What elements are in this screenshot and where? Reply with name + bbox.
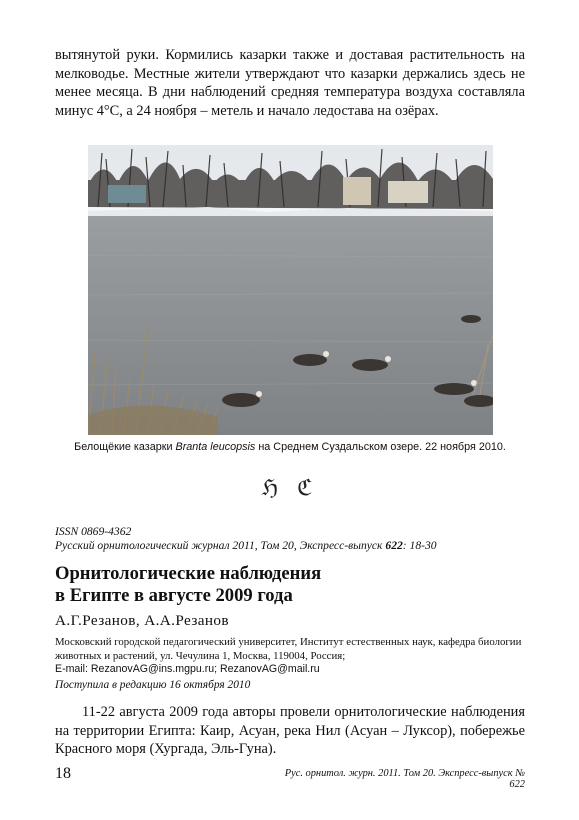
- article-authors: А.Г.Резанов, А.А.Резанов: [55, 612, 229, 629]
- page-number: 18: [55, 765, 71, 782]
- journal-citation: [55, 539, 437, 552]
- caption-text: Белощёкие казарки: [74, 441, 176, 453]
- author-email: E-mail: RezanovAG@ins.mgpu.ru; RezanovAG@mail.ru: [55, 663, 320, 675]
- article-title-line-2: в Египте в августе 2009 года: [55, 585, 293, 606]
- caption-text-end: на Среднем Суздальском озере. 22 ноября 2010.: [255, 441, 506, 453]
- intro-paragraph: вытянутой руки. Кормились казарки также и доставая растительность на мелководье. Местные жители утверждают что казарки держались здесь не менее месяца. В дни наблюдений средняя температура воздуха составляла минус 4°С, а 24 ноября – метель и начало ледостава на озёрах.: [55, 47, 525, 119]
- caption-species: Branta leucopsis: [175, 441, 256, 453]
- page-range: : 18-30: [402, 539, 437, 552]
- journal-name: Русский орнитологический журнал 2011, Том 20, Экспресс-выпуск: [55, 539, 386, 552]
- issn-line: ISSN 0869-4362: [55, 525, 132, 538]
- received-date: Поступила в редакцию 16 октября 2010: [55, 679, 251, 691]
- article-title: [55, 563, 525, 607]
- author-affiliation: Московский городской педагогический университет, Институт естественных наук, кафедра биологии животных и растений, ул. Чечулина 1, Москва, 119004, Россия;: [55, 636, 522, 662]
- lake-photo-graphic: [88, 145, 493, 435]
- figure-caption: [55, 441, 525, 453]
- body-paragraph: 11-22 августа 2009 года авторы провели орнитологические наблюдения на территории Египта: Каир, Асуан, река Нил (Асуан – Луксор), побережье Красного моря (Хургада, Эль-Гуна).: [55, 704, 525, 757]
- lake-photo: [88, 145, 493, 435]
- section-ornament: ℌ ℭ: [261, 476, 319, 501]
- issue-number: 622: [385, 539, 403, 552]
- article-title-line-1: Орнитологические наблюдения: [55, 563, 322, 584]
- running-head: Рус. орнитол. журн. 2011. Том 20. Экспресс-выпуск № 622: [284, 768, 525, 790]
